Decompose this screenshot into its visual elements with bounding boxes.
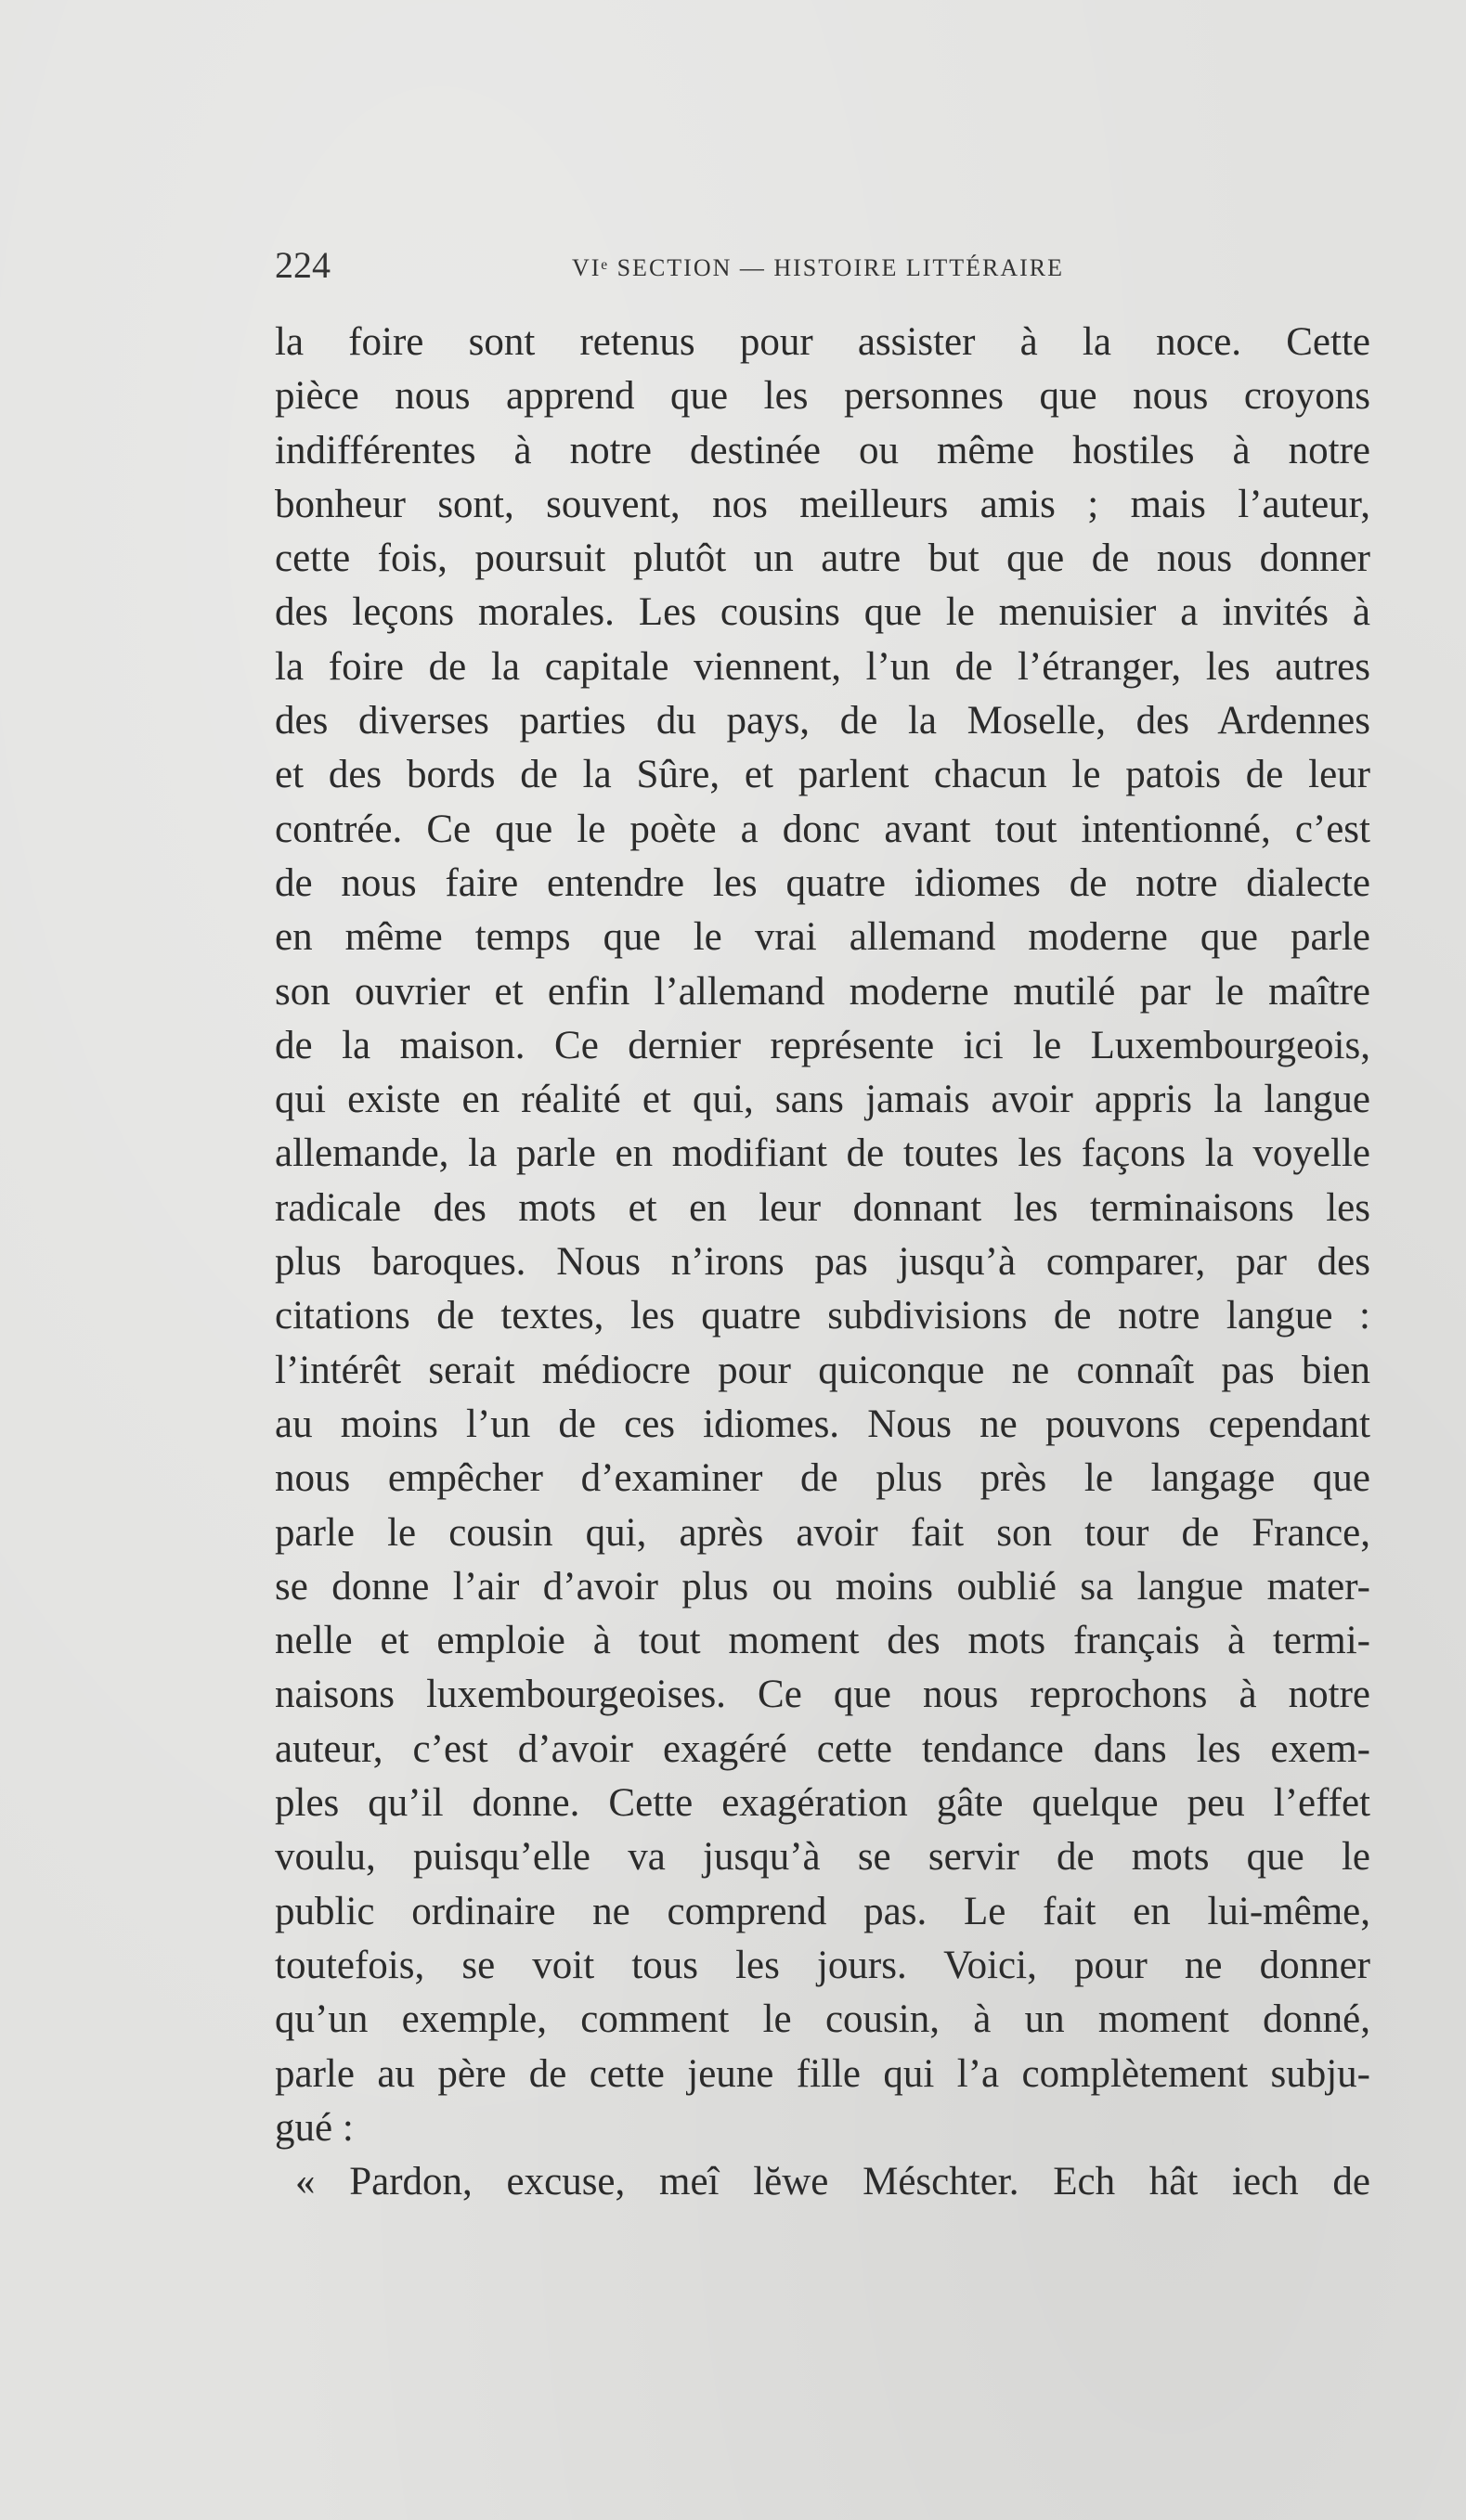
page-number: 224 [275,244,331,286]
text-line: plus baroques. Nous n’irons pas jusqu’à comparer, par des [275,1240,1370,1285]
text-line: au moins l’un de ces idiomes. Nous ne pouvons cependant [275,1402,1370,1446]
running-head [275,243,1370,290]
text-line: qui existe en réalité et qui, sans jamais avoir appris la langue [275,1078,1370,1122]
text-line: de nous faire entendre les quatre idiomes de notre dialecte [275,860,1370,905]
text-line: de la maison. Ce dernier représente ici le Luxembourgeois, [275,1023,1370,1067]
text-line: allemande, la parle en modifiant de toutes les façons la voyelle [275,1131,1370,1176]
text-line: son ouvrier et enfin l’allemand moderne mutilé par le maître [275,969,1370,1014]
text-line: auteur, c’est d’avoir exagéré cette tendance dans les exem- [275,1726,1370,1771]
text-line: pièce nous apprend que les personnes que nous croyons [275,374,1370,419]
text-line: la foire sont retenus pour assister à la noce. Cette [275,320,1370,364]
text-line: indifférentes à notre destinée ou même hostiles à notre [275,428,1370,472]
text-line: public ordinaire ne comprend pas. Le fait en lui-même, [275,1889,1370,1933]
text-line: voulu, puisqu’elle va jusqu’à se servir de mots que le [275,1835,1370,1880]
text-line: contrée. Ce que le poète a donc avant tout intentionné, c’est [275,807,1370,851]
text-line: et des bords de la Sûre, et parlent chacun le patois de leur [275,753,1370,797]
text-line: gué : [275,2105,354,2150]
text-line: nous empêcher d’examiner de plus près le langage que [275,1456,1370,1501]
text-line: qu’un exemple, comment le cousin, à un moment donné, [275,1997,1370,2042]
text-line: nelle et emploie à tout moment des mots français à termi- [275,1619,1370,1663]
text-line: cette fois, poursuit plutôt un autre but que de nous donner [275,536,1370,581]
text-line: en même temps que le vrai allemand moderne que parle [275,915,1370,960]
text-line: bonheur sont, souvent, nos meilleurs amis ; mais l’auteur, [275,482,1370,526]
text-line: l’intérêt serait médiocre pour quiconque ne connaît pas bien [275,1348,1370,1392]
text-line: se donne l’air d’avoir plus ou moins oublié sa langue mater- [275,1564,1370,1609]
text-line: naisons luxembourgeoises. Ce que nous reprochons à notre [275,1673,1370,1717]
text-line: citations de textes, les quatre subdivisions de notre langue : [275,1294,1370,1338]
text-line: la foire de la capitale viennent, l’un de l’étranger, les autres [275,644,1370,689]
text-line: ples qu’il donne. Cette exagération gâte quelque peu l’effet [275,1781,1370,1826]
text-line: radicale des mots et en leur donnant les terminaisons les [275,1185,1370,1230]
text-line: des diverses parties du pays, de la Moselle, des Ardennes [275,699,1370,743]
text-line: parle le cousin qui, après avoir fait son tour de France, [275,1510,1370,1555]
text-line: des leçons morales. Les cousins que le menuisier a invités à [275,590,1370,635]
text-line: parle au père de cette jeune fille qui l’a complètement subju- [275,2051,1370,2096]
body-text [275,316,1370,2209]
text-line: toutefois, se voit tous les jours. Voici, pour ne donner [275,1943,1370,1987]
section-title: VIᵉ SECTION — HISTOIRE LITTÉRAIRE [572,254,1065,281]
text-line: « Pardon, excuse, meî lĕwe Méschter. Ech hât iech de [295,2160,1370,2204]
